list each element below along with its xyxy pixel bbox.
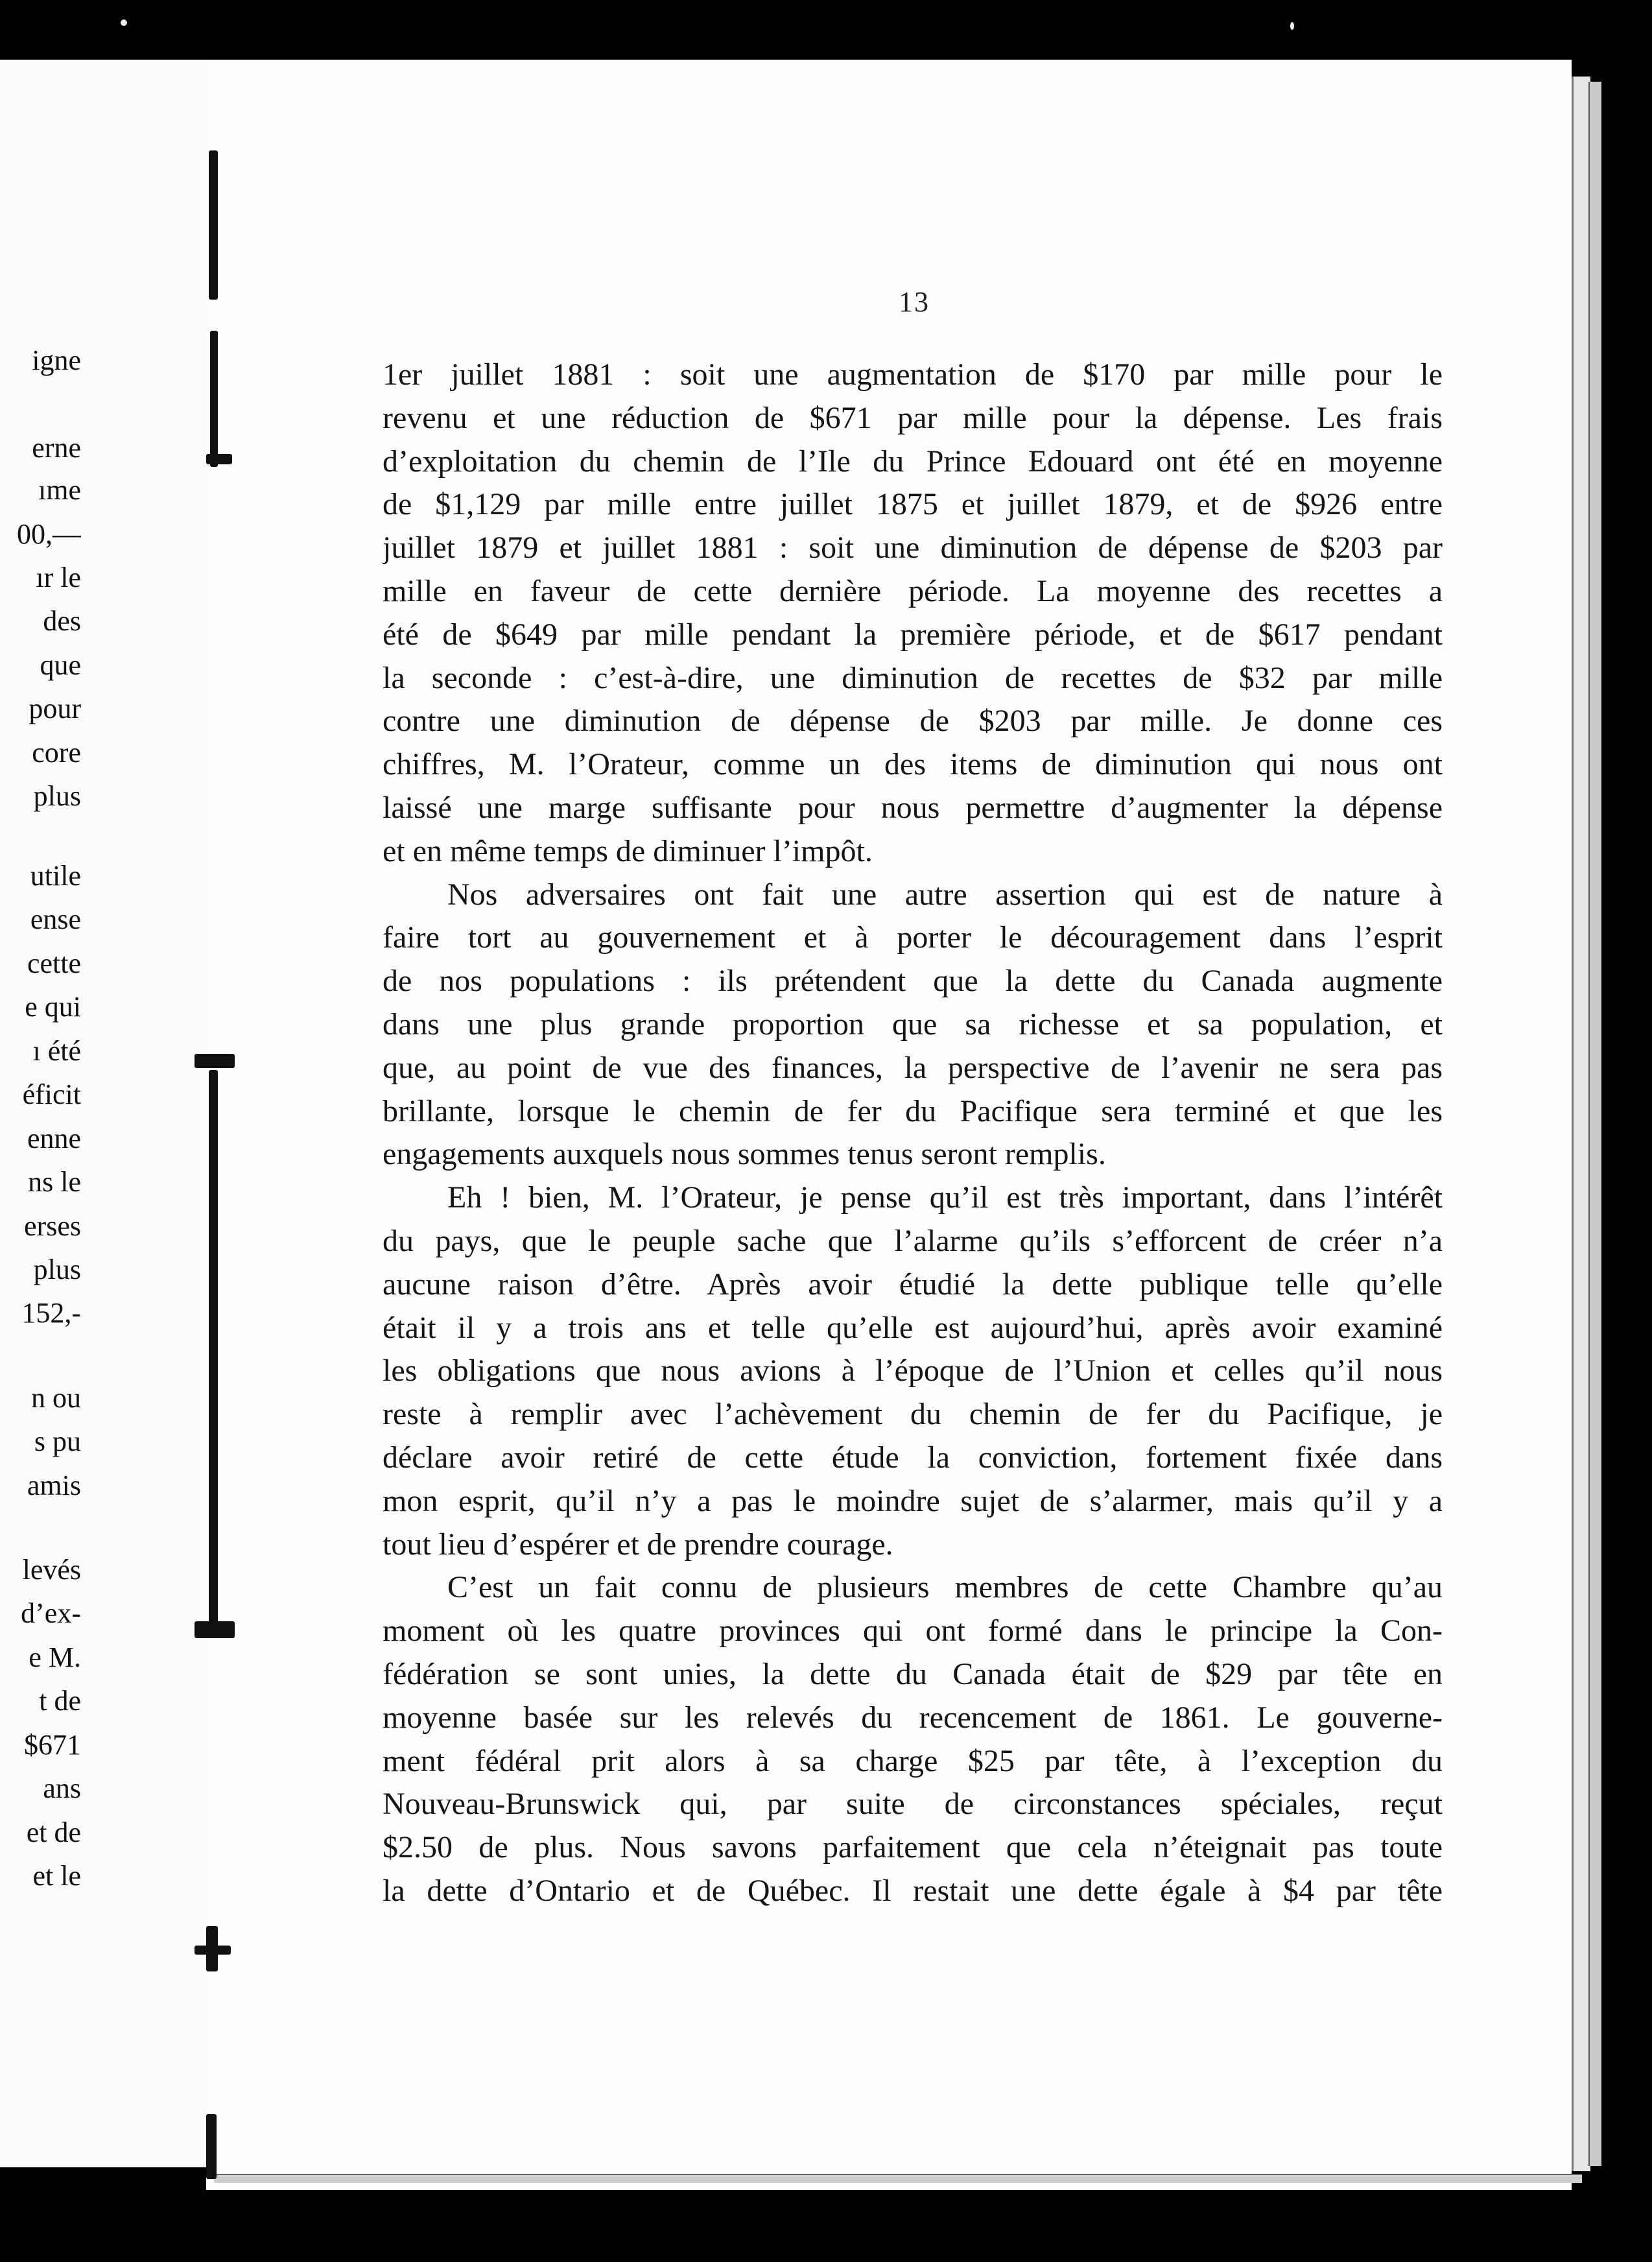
left-page-fragment-line: que (40, 649, 81, 681)
text-line: ment fédéral prit alors à sa charge $25 par tête, à l’exception du (383, 1743, 1443, 1778)
text-line: que, au point de vue des finances, la perspective de l’avenir ne sera pas (383, 1050, 1443, 1085)
text-line: Nos adversaires ont fait une autre assertion qui est de nature à (447, 877, 1443, 912)
text-line: 1er juillet 1881 : soit une augmentation de $170 par mille pour le (383, 357, 1443, 392)
left-page-fragment-line: 00,— (17, 518, 81, 550)
text-line: dans une plus grande proportion que sa richesse et sa population, et (383, 1006, 1443, 1042)
page-edge (1572, 77, 1590, 2171)
text-line: Eh ! bien, M. l’Orateur, je pense qu’il est très important, dans l’intérêt (447, 1180, 1443, 1215)
left-page-fragment-line: et le (32, 1860, 81, 1892)
page-bottom-edge (214, 2174, 1582, 2183)
left-page-fragment-line: igne (32, 344, 81, 376)
left-page-fragment-line: ı été (32, 1035, 81, 1067)
left-page-fragment-line: plus (33, 1254, 81, 1285)
left-page-fragment-line: t de (39, 1685, 81, 1717)
binding-stitch (195, 1621, 235, 1638)
text-line: moment où les quatre provinces qui ont formé dans le principe la Con- (383, 1613, 1443, 1649)
text-line: revenu et une réduction de $671 par mille pour la dépense. Les frais (383, 400, 1443, 435)
left-page-fragment-line: e qui (25, 991, 81, 1023)
left-page-fragment-line: et de (26, 1816, 81, 1848)
text-line: contre une diminution de dépense de $203 par mille. Je donne ces (383, 704, 1443, 739)
text-line: engagements auxquels nous sommes tenus seront remplis. (383, 1137, 1106, 1172)
corner-speck (1290, 22, 1294, 30)
text-line: était il y a trois ans et telle qu’elle est aujourd’hui, après avoir examiné (383, 1310, 1443, 1345)
text-line: la dette d’Ontario et de Québec. Il restait une dette égale à $4 par tête (383, 1873, 1443, 1908)
left-page-fragment-line: e M. (29, 1641, 81, 1673)
text-line: fédération se sont unies, la dette du Canada était de $29 par tête en (383, 1656, 1443, 1691)
left-page-fragment-line: $671 (24, 1729, 81, 1761)
left-page-fragment-line: éficit (22, 1078, 81, 1110)
left-page-fragment-line: des (43, 605, 81, 637)
text-line: C’est un fait connu de plusieurs membres de cette Chambre qu’au (447, 1570, 1443, 1605)
text-line: et en même temps de diminuer l’impôt. (383, 833, 873, 868)
left-page-fragment-line: erses (24, 1210, 81, 1242)
text-line: mon esprit, qu’il n’y a pas le moindre sujet de s’alarmer, mais qu’il y a (383, 1483, 1443, 1518)
text-line: Nouveau-Brunswick qui, par suite de circonstances spéciales, reçut (383, 1787, 1443, 1822)
text-line: chiffres, M. l’Orateur, comme un des items de diminution qui nous ont (383, 747, 1443, 782)
left-page-fragment-line: amis (27, 1470, 81, 1501)
left-page-fragment-line: plus (33, 780, 81, 812)
left-page-fragment-line: ense (30, 903, 81, 935)
left-page-fragment-line: ans (43, 1772, 81, 1804)
text-line: moyenne basée sur les relevés du recencement de 1861. Le gouverne- (383, 1700, 1443, 1735)
text-line: les obligations que nous avions à l’époque de l’Union et celles qu’il nous (383, 1353, 1443, 1388)
page-edge-back (1588, 82, 1601, 2166)
text-line: été de $649 par mille pendant la première période, et de $617 pendant (383, 617, 1443, 652)
binding-stitch (195, 1054, 235, 1068)
left-page-fragment-line: d’ex- (21, 1597, 81, 1629)
corner-speck (121, 19, 127, 26)
binding-stitch (195, 1946, 231, 1955)
text-line: $2.50 de plus. Nous savons parfaitement que cela n’éteignait pas toute (383, 1830, 1443, 1865)
left-page-fragment-line: ır le (36, 562, 81, 593)
text-line: tout lieu d’espérer et de prendre courage. (383, 1527, 893, 1562)
text-line: déclare avoir retiré de cette étude la conviction, fortement fixée dans (383, 1440, 1443, 1475)
body-text (383, 353, 1443, 1913)
left-page-fragment-line: n ou (31, 1382, 81, 1414)
text-line: faire tort au gouvernement et à porter le découragement dans l’esprit (383, 920, 1443, 955)
text-line: d’exploitation du chemin de l’Ile du Prince Edouard ont été en moyenne (383, 444, 1443, 479)
text-line: aucune raison d’être. Après avoir étudié la dette publique telle qu’elle (383, 1267, 1443, 1302)
text-line: du pays, que le peuple sache que l’alarme qu’ils s’efforcent de créer n’a (383, 1223, 1443, 1258)
left-page-fragment-line: enne (27, 1123, 81, 1154)
text-line: brillante, lorsque le chemin de fer du Pacifique sera terminé et que les (383, 1093, 1443, 1128)
left-page-fragment-line: pour (29, 693, 81, 724)
left-page-fragment-line: levés (22, 1554, 81, 1586)
text-line: de $1,129 par mille entre juillet 1875 et juillet 1879, et de $926 entre (383, 487, 1443, 522)
binding-stitch (209, 1070, 218, 1628)
binding-stitch (210, 331, 218, 467)
left-page-fragment-line: s pu (34, 1425, 81, 1457)
text-line: mille en faveur de cette dernière période. La moyenne des recettes a (383, 573, 1443, 608)
text-line: reste à remplir avec l’achèvement du chemin de fer du Pacifique, je (383, 1397, 1443, 1432)
text-line: la seconde : c’est-à-dire, une diminution de recettes de $32 par mille (383, 660, 1443, 695)
text-line: de nos populations : ils prétendent que la dette du Canada augmente (383, 964, 1443, 999)
left-page-fragment-line: erne (32, 432, 81, 464)
left-page-fragment-line: ns le (28, 1166, 81, 1198)
text-line: laissé une marge suffisante pour nous permettre d’augmenter la dépense (383, 790, 1443, 825)
left-page-fragment-line: core (32, 737, 81, 768)
binding-stitch (209, 150, 218, 300)
left-page-fragment-line: cette (27, 947, 81, 979)
left-page-fragment-line: ıme (38, 474, 81, 506)
binding-stitch (206, 2114, 217, 2179)
left-page-fragment-line: 152,- (21, 1297, 81, 1329)
text-line: juillet 1879 et juillet 1881 : soit une diminution de dépense de $203 par (383, 530, 1443, 566)
left-page-fragment-line: utile (30, 860, 81, 892)
page-number: 13 (899, 286, 930, 318)
